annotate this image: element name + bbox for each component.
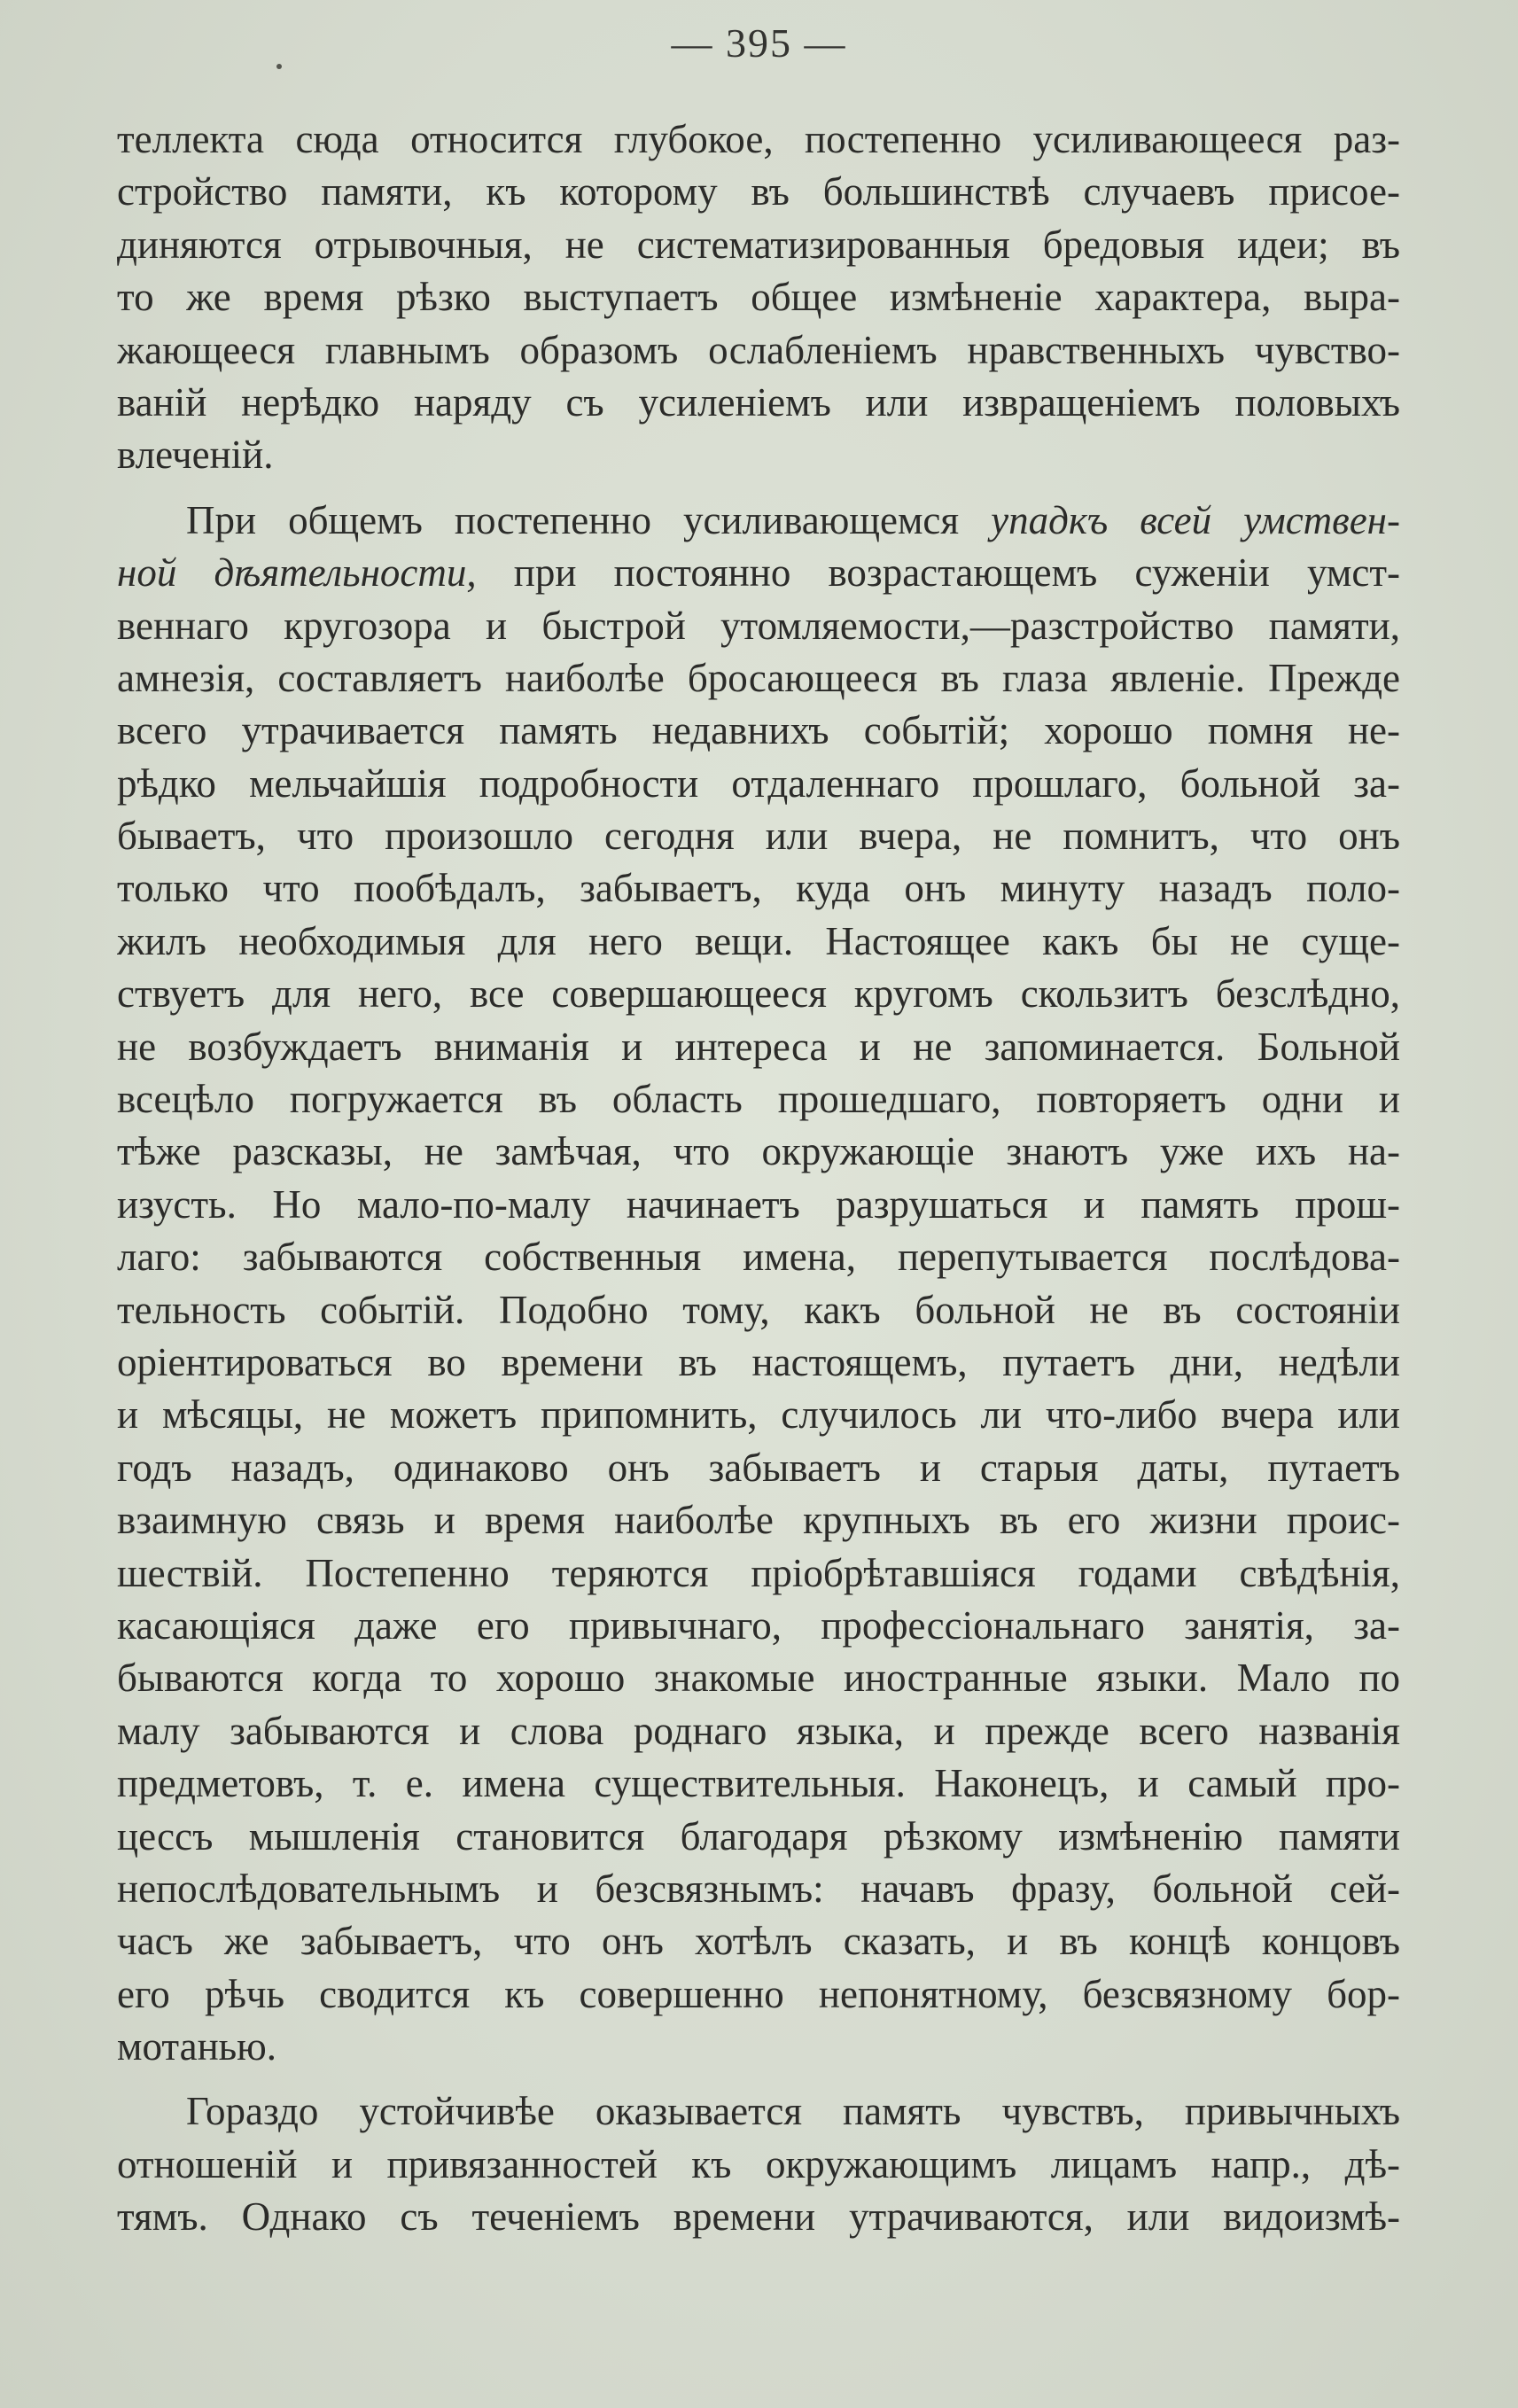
text-line: то же время рѣзко выступаетъ общее измѣненіе характера, выра-: [117, 275, 1400, 320]
italic-phrase: ной дѣятельности,: [117, 550, 477, 596]
text-line: оріентироваться во времени въ настоящемъ, путаетъ дни, недѣли: [117, 1339, 1400, 1384]
page-number: — 395 —: [671, 20, 847, 66]
text-line: отношеній и привязанностей къ окружающимъ лицамъ напр., дѣ-: [117, 2141, 1400, 2186]
text-line: его рѣчь сводится къ совершенно непонятному, безсвязному бор-: [117, 1971, 1400, 2016]
italic-phrase: упадкъ всей умствен-: [991, 497, 1400, 542]
text-line: ствуетъ для него, все совершающееся кругомъ скользитъ безслѣдно,: [117, 971, 1400, 1017]
ink-speck: [276, 64, 282, 69]
text-line: ваній нерѣдко наряду съ усиленіемъ или извращеніемъ половыхъ: [117, 379, 1400, 425]
text-line: только что пообѣдалъ, забываетъ, куда онъ минуту назадъ поло-: [117, 866, 1400, 911]
text-line: амнезія, составляетъ наиболѣе бросающееся въ глаза явленіе. Прежде: [117, 655, 1400, 700]
text-line: цессъ мышленія становится благодаря рѣзкому измѣненію памяти: [117, 1813, 1400, 1859]
text-line: тельность событій. Подобно тому, какъ больной не въ состояніи: [117, 1287, 1400, 1332]
text-line: бываетъ, что произошло сегодня или вчера, не помнитъ, что онъ: [117, 814, 1400, 859]
text-line: рѣдко мельчайшія подробности отдаленнаго прошлаго, больной за-: [117, 760, 1400, 806]
text-line: мотанью.: [117, 2024, 277, 2069]
text-line: не возбуждаетъ вниманія и интереса и не запоминается. Больной: [117, 1024, 1400, 1069]
text-run: при постоянно возрастающемъ суженіи умст-: [476, 550, 1400, 596]
text-run: При общемъ постепенно усиливающемся: [186, 497, 992, 542]
paragraph: [117, 2085, 1400, 2243]
text-line: жилъ необходимыя для него вещи. Настоящее какъ бы не суще-: [117, 918, 1400, 963]
text-line: теллекта сюда относится глубокое, постепенно усиливающееся раз-: [117, 117, 1400, 161]
text-line: Гораздо устойчивѣе оказывается память чувствъ, привычныхъ: [186, 2089, 1400, 2134]
text-line: бываются когда то хорошо знакомые иностранные языки. Мало по: [117, 1656, 1400, 1701]
text-line: жающееся главнымъ образомъ ослабленіемъ нравственныхъ чувство-: [117, 327, 1400, 372]
text-line: тѣже разсказы, не замѣчая, что окружающіе знаютъ уже ихъ на-: [117, 1129, 1400, 1174]
text-line: стройство памяти, къ которому въ большинствѣ случаевъ присое-: [117, 169, 1400, 214]
text-line: предметовъ, т. е. имена существительныя. Наконецъ, и самый про-: [117, 1761, 1400, 1806]
text-line: малу забываются и слова роднаго языка, и прежде всего названія: [117, 1708, 1400, 1753]
text-line: взаимную связь и время наиболѣе крупныхъ въ его жизни проис-: [117, 1498, 1400, 1543]
text-line: лаго: забываются собственныя имена, перепутывается послѣдова-: [117, 1235, 1400, 1280]
text-line: влеченій.: [117, 433, 274, 478]
text-line: диняются отрывочныя, не систематизированныя бредовыя идеи; въ: [117, 222, 1400, 267]
text-line: касающіяся даже его привычнаго, профессіональнаго занятія, за-: [117, 1602, 1400, 1648]
text-line: [117, 547, 1400, 599]
text-line: и мѣсяцы, не можетъ припомнить, случилось ли что-либо вчера или: [117, 1392, 1400, 1438]
paragraph: [117, 495, 1400, 2074]
body-text: [117, 113, 1400, 2244]
text-line: часъ же забываетъ, что онъ хотѣлъ сказать, и въ концѣ концовъ: [117, 1919, 1400, 1964]
text-line: шествій. Постепенно теряются пріобрѣтавшіяся годами свѣдѣнія,: [117, 1550, 1400, 1595]
paragraph: [117, 113, 1400, 482]
text-line: [117, 495, 1400, 547]
text-line: веннаго кругозора и быстрой утомляемости,—разстройство памяти,: [117, 603, 1400, 648]
text-line: тямъ. Однако съ теченіемъ времени утрачиваются, или видоизмѣ-: [117, 2194, 1400, 2240]
text-line: всего утрачивается память недавнихъ событій; хорошо помня не-: [117, 708, 1400, 753]
text-line: всецѣло погружается въ область прошедшаго, повторяетъ одни и: [117, 1077, 1400, 1122]
text-line: годъ назадъ, одинаково онъ забываетъ и старыя даты, путаетъ: [117, 1445, 1400, 1490]
text-line: изусть. Но мало-по-малу начинаетъ разрушаться и память прош-: [117, 1181, 1400, 1227]
text-line: непослѣдовательнымъ и безсвязнымъ: начавъ фразу, больной сей-: [117, 1866, 1400, 1911]
